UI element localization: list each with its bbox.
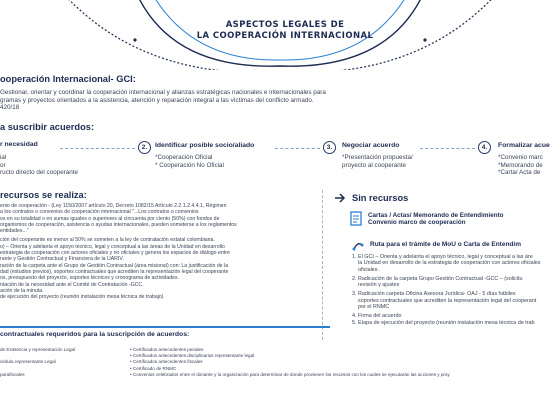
step-4-number: 4. <box>478 141 491 154</box>
gci-description: Gestionar, orientar y coordinar la cooperación internacional y alianzas estratégicas nacionales e internacionales para gramas y proyectos orientados a la asistencia, atención y reparación integral a las víctimas del conflicto armado. 420/18 <box>0 89 326 112</box>
step-connector <box>420 148 475 149</box>
suscribir-title: a suscribir acuerdos: <box>0 122 95 132</box>
step-connector <box>275 148 320 149</box>
step-1: r necesidad ial or ructo directo del cooperante <box>0 141 79 177</box>
ruta-title: Ruta para el trámite de MoU o Carta de Entendim <box>370 241 521 248</box>
gci-title: ooperación Internacional- GCI: <box>0 74 136 84</box>
route-icon <box>352 239 364 251</box>
requisitos-left: de Existencia y representación Legal cédula representante Legal parafiscales <box>0 347 76 377</box>
step-4: Formalizar acue *Convenio marc *Memorando de *Carta/ Acta de <box>498 142 550 177</box>
sin-recursos-title: Sin recursos <box>352 193 409 203</box>
step-2: Identificar posible socio/aliado *Cooperación Oficial * Cooperación No Oficial <box>155 142 255 169</box>
page-title: ASPECTOS LEGALES DE LA COOPERACIÓN INTERNACIONAL <box>196 20 374 41</box>
document-icon <box>350 211 364 227</box>
section-divider <box>0 326 330 328</box>
step-3: Negociar acuerdo *Presentación propuesta/ proyecto al cooperante <box>342 142 413 169</box>
step-2-number: 2. <box>138 141 151 154</box>
requisitos-title: contractuales requeridos para la suscripción de acuerdos: <box>0 331 190 338</box>
recursos-title: recursos se realiza: <box>0 190 87 200</box>
requisitos-right: • Certificados antecedentes penales • Certificados antecedentes disciplinarios representante legal • Certificados antecedentes fiscales • Certificado de RNMC • Convenios celebrados entre el donante y la organización para determinar de donde provienen los recursos con los cuales se ejecutarán las acciones y proy <box>130 347 450 377</box>
step-3-number: 3. <box>323 141 336 154</box>
arrow-right-icon <box>334 193 346 203</box>
column-divider <box>322 190 323 340</box>
ruta-list: 1. El GCI – Orienta y adelanta el apoyo técnico, legal y conceptual a las áre la Unidad en desarrollo de la estrategia de cooperación con actores oficiales oficiales. 2. Radicación de la carpeta Grupo Gestión Contractual -GCC – (solicitu revisión y ajustes 3. Radicación carpeta Oficina Asesora Jurídica- OAJ - 5 días hábiles soportes contractuales que acrediten la representación legal del cooperant por el RNMC 4. Firma del acuerdo 5. Etapa de ejecución del proyecto (reunión instalación mesa técnica de trab <box>352 254 541 326</box>
sin-recursos-docs: Cartas / Actas/ Memorando de Entendimiento Convenio marco de cooperación <box>368 212 504 226</box>
recursos-text: enio de cooperación - (Ley 1150/2007 artículo 20, Decreto 1082/15 Artículo 2.2.1.2.4.4.1, Régimen a los contratos o convenios de cooperación internacional "...Los contratos o convenios os en su totalidad o en sumas iguales o superiores al cincuenta por ciento (50%) con fondos de organismos de cooperación, asistencia o ayudas internacionales, pueden someterse a los reglamentos entidades..." ción del cooperante es menor al 50% se someten a la ley de contratación estatal colombiana. o) – Orienta y adelanta el apoyo técnico, legal y conceptual a las áreas de la Unidad en desarrollo estrategia de cooperación con actores oficiales y no oficiales y genera los espacios de diálogo entre rante y Gestión Contractual y Financiera de la UARIV. ración de la carpeta ante el Grupo de Gestión Contractual (área misional) con: La justificación de la dad (estudios previos), soportes contractuales que acrediten la representación legal del cooperante os, presupuesto del proyecto, soportes técnicos y cronograma de actividades. ntación de la necesidad ante el Comité de Contratación -GCC. ación de la minuta. de ejecución del proyecto (reunión instalación mesa técnica de trabajo) <box>0 203 237 301</box>
